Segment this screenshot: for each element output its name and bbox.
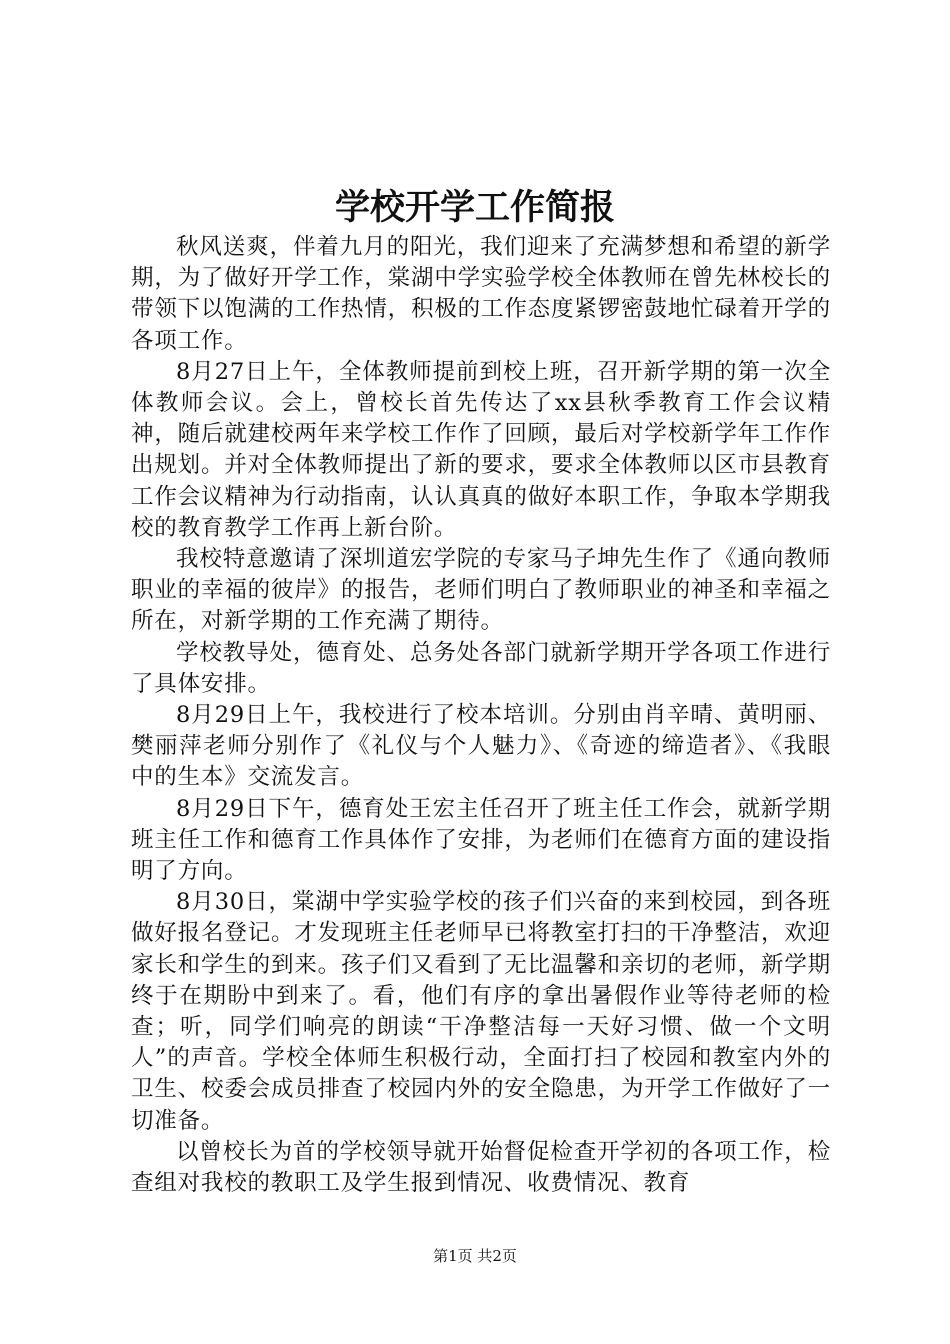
paragraph: 学校教导处，德育处、总务处各部门就新学期开学各项工作进行了具体安排。 [131,639,831,697]
paragraph: 8月29日上午，我校进行了校本培训。分别由肖辛晴、黄明丽、樊丽萍老师分别作了《礼仪与个人魅力》、《奇迹的缔造者》、《我眼中的生本》交流发言。 [131,702,831,791]
paragraph: 8月29日下午，德育处王宏主任召开了班主任工作会，就新学期班主任工作和德育工作具体作了安排，为老师们在德育方面的建设指明了方向。 [131,795,831,885]
paragraph: 秋风送爽，伴着九月的阳光，我们迎来了充满梦想和希望的新学期，为了做好开学工作，棠湖中学实验学校全体教师在曾先林校长的带领下以饱满的工作热情，积极的工作态度紧锣密鼓地忙碌着开学的各项工作。 [131,234,831,354]
paragraph: 我校特意邀请了深圳道宏学院的专家马子坤先生作了《通向教师职业的幸福的彼岸》的报告，老师们明白了教师职业的神圣和幸福之所在，对新学期的工作充满了期待。 [131,546,831,635]
document-body [131,232,831,1199]
paragraph: 以曾校长为首的学校领导就开始督促检查开学初的各项工作，检查组对我校的教职工及学生报到情况、收费情况、教育 [131,1138,831,1197]
paragraph: 8月27日上午，全体教师提前到校上班，召开新学期的第一次全体教师会议。会上，曾校长首先传达了xx县秋季教育工作会议精神，随后就建校两年来学校工作作了回顾，最后对学校新学年工作作出规划。并对全体教师提出了新的要求，要求全体教师以区市县教育工作会议精神为行动指南，认认真真的做好本职工作，争取本学期我校的教育教学工作再上新台阶。 [131,358,831,541]
paragraph: 8月30日，棠湖中学实验学校的孩子们兴奋的来到校园，到各班做好报名登记。才发现班主任老师早已将教室打扫的干净整洁，欢迎家长和学生的到来。孩子们又看到了无比温馨和亲切的老师，新学期终于在期盼中到来了。看，他们有序的拿出暑假作业等待老师的检查；听，同学们响亮的朗读“干净整洁每一天好习惯、做一个文明人”的声音。学校全体师生积极行动，全面打扫了校园和教室内外的卫生、校委会成员排查了校园内外的安全隐患，为开学工作做好了一切准备。 [131,889,831,1134]
page-footer: 第1页 共2页 [433,1247,517,1265]
document-title: 学校开学工作简报 [334,187,615,228]
